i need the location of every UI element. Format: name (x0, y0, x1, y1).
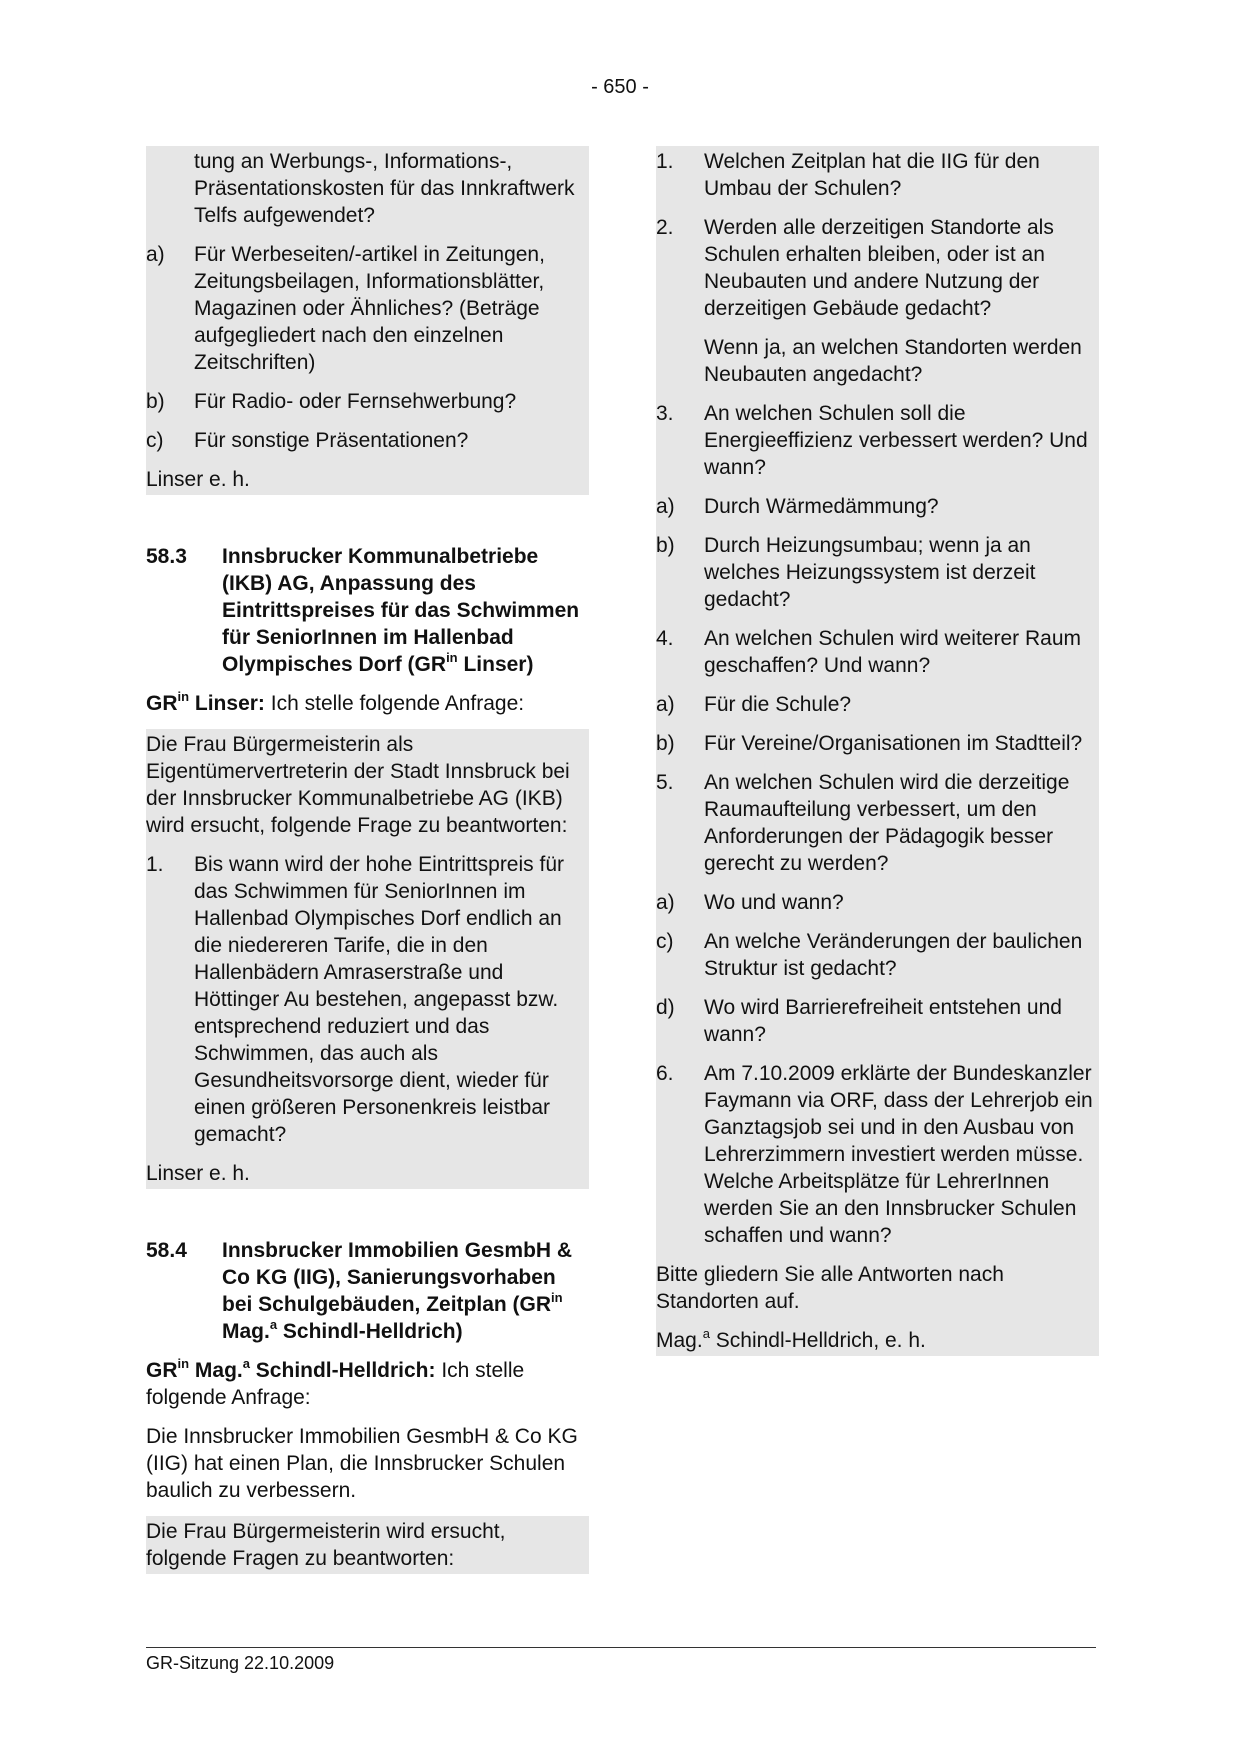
signature-part: Mag. (656, 1329, 703, 1352)
item-label: 3. (656, 402, 674, 425)
speaker-name: Mag. (189, 1359, 243, 1382)
section-title (222, 543, 589, 678)
signature: Linser e. h. (146, 1162, 250, 1185)
item-label: c) (656, 930, 674, 953)
list-item (656, 730, 1099, 757)
intro-text: Die Frau Bürgermeisterin als Eigentümervertreterin der Stadt Innsbruck bei der Innsbrucker Kommunalbetriebe AG (IKB) wird ersucht, folgende Frage zu beantworten: (146, 733, 570, 837)
speaker-text: Ich stelle folgende Anfrage: (264, 692, 525, 715)
speaker-sup: in (177, 689, 190, 704)
continued-text: tung an Werbungs-, Informations-, Präsentationskosten für das Innkraftwerk Telfs aufgewendet? (194, 150, 575, 227)
title-part: Schindl-Helldrich) (277, 1320, 463, 1343)
item-subtext: Wenn ja, an welchen Standorten werden Neubauten angedacht? (704, 336, 1082, 386)
signature: Linser e. h. (146, 468, 250, 491)
item-text: Durch Wärmedämmung? (704, 495, 939, 518)
item-text: Durch Heizungsumbau; wenn ja an welches Heizungssystem ist derzeit gedacht? (704, 534, 1036, 611)
item-label: a) (146, 243, 165, 266)
list-item (656, 1060, 1099, 1249)
speaker-sup: in (177, 1356, 190, 1371)
speaker-sup: a (242, 1356, 250, 1371)
list-item (146, 241, 589, 376)
section-heading-58-3 (146, 543, 589, 678)
item-label: 5. (656, 771, 674, 794)
item-label: c) (146, 429, 164, 452)
item-text: Für Vereine/Organisationen im Stadtteil? (704, 732, 1083, 755)
list-item (146, 427, 589, 454)
title-sup: in (446, 650, 458, 665)
paragraph: Die Frau Bürgermeisterin wird ersucht, folgende Fragen zu beantworten: (146, 1520, 506, 1570)
item-label: 6. (656, 1062, 674, 1085)
section-number: 58.4 (146, 1239, 187, 1262)
list-item (656, 532, 1099, 613)
speaker-line (146, 1357, 589, 1411)
question-block-58-4-start (146, 1516, 589, 1574)
title-part: Innsbrucker Kommunalbetriebe (IKB) AG, Anpassung des Eintrittspreises für das Schwimmen für SeniorInnen im Hallenbad Olympisches Dorf (GR (222, 545, 580, 676)
footer-divider (146, 1647, 1096, 1648)
question-block-58-4-cont (656, 146, 1099, 1356)
item-label: b) (146, 390, 165, 413)
item-text: Für die Schule? (704, 693, 852, 716)
item-label: a) (656, 891, 675, 914)
continued-question-block (146, 146, 589, 495)
speaker-text: Ich stelle folgende Anfrage: (146, 1359, 525, 1409)
list-item (656, 889, 1099, 916)
list-item (656, 994, 1099, 1048)
item-text: An welchen Schulen soll die Energieeffizienz verbessert werden? Und wann? (704, 402, 1088, 479)
item-text: Für sonstige Präsentationen? (194, 429, 469, 452)
closing-text: Bitte gliedern Sie alle Antworten nach Standorten auf. (656, 1263, 1004, 1313)
section-heading-58-4 (146, 1237, 589, 1345)
list-item (656, 148, 1099, 202)
list-item (656, 493, 1099, 520)
item-text: An welche Veränderungen der baulichen Struktur ist gedacht? (704, 930, 1083, 980)
question-block-58-3 (146, 729, 589, 1189)
title-part: Mag. (222, 1320, 270, 1343)
list-item (656, 769, 1099, 877)
item-text: Am 7.10.2009 erklärte der Bundeskanzler Faymann via ORF, dass der Lehrerjob ein Ganztagsjob sei und in den Ausbau von Lehrerzimmern investiert werden müsse. Welche Arbeitsplätze für LehrerInnen werden Sie an den Innsbrucker Schulen schaffen und wann? (704, 1062, 1093, 1247)
signature (656, 1327, 1099, 1354)
title-part: Innsbrucker Immobilien GesmbH & Co KG (IIG), Sanierungsvorhaben bei Schulgebäuden, Zeitplan (GR (222, 1239, 573, 1316)
item-text: Bis wann wird der hohe Eintrittspreis für das Schwimmen für SeniorInnen im Hallenbad Olympisches Dorf endlich an die niedereren Tarife, die in den Hallenbädern Amraserstraße und Höttinger Au bestehen, angepasst bzw. entsprechend reduziert und das Schwimmen, das auch als Gesundheitsvorsorge dient, wieder für einen größeren Personenkreis leistbar gemacht? (194, 853, 564, 1146)
item-label: 2. (656, 216, 674, 239)
speaker-name: Schindl-Helldrich: (249, 1359, 436, 1382)
speaker-name: GR (146, 1359, 178, 1382)
item-label: 1. (656, 150, 674, 173)
speaker-name: Linser: (189, 692, 265, 715)
list-item (146, 851, 589, 1148)
left-column (146, 146, 589, 1574)
list-item (656, 400, 1099, 481)
title-part: Linser) (457, 653, 534, 676)
list-item (656, 625, 1099, 679)
list-item (656, 214, 1099, 322)
item-text: Werden alle derzeitigen Standorte als Schulen erhalten bleiben, oder ist an Neubauten und andere Nutzung der derzeitigen Gebäude gedacht? (704, 216, 1054, 320)
list-item (656, 928, 1099, 982)
speaker-name: GR (146, 692, 178, 715)
item-label: b) (656, 534, 675, 557)
section-number: 58.3 (146, 545, 187, 568)
section-title (222, 1237, 589, 1345)
list-item (656, 691, 1099, 718)
item-label: 1. (146, 853, 164, 876)
title-sup: in (551, 1290, 563, 1305)
list-item (146, 388, 589, 415)
paragraph: Die Innsbrucker Immobilien GesmbH & Co KG (IIG) hat einen Plan, die Innsbrucker Schulen baulich zu verbessern. (146, 1425, 578, 1502)
item-label: 4. (656, 627, 674, 650)
speaker-line (146, 690, 589, 717)
item-text: Wo und wann? (704, 891, 844, 914)
item-text: Für Radio- oder Fernsehwerbung? (194, 390, 517, 413)
item-text: An welchen Schulen wird die derzeitige Raumaufteilung verbessert, um den Anforderungen der Pädagogik besser gerecht zu werden? (704, 771, 1070, 875)
footer-text: GR-Sitzung 22.10.2009 (146, 1653, 335, 1673)
item-label: d) (656, 996, 675, 1019)
item-text: Für Werbeseiten/-artikel in Zeitungen, Zeitungsbeilagen, Informationsblätter, Magazinen oder Ähnliches? (Beträge aufgegliedert nach den einzelnen Zeitschriften) (194, 243, 545, 374)
item-text: An welchen Schulen wird weiterer Raum geschaffen? Und wann? (704, 627, 1082, 677)
item-label: b) (656, 732, 675, 755)
item-text: Welchen Zeitplan hat die IIG für den Umbau der Schulen? (704, 150, 1040, 200)
signature-part: Schindl-Helldrich, e. h. (709, 1329, 926, 1352)
item-text: Wo wird Barrierefreiheit entstehen und wann? (704, 996, 1062, 1046)
item-label: a) (656, 693, 675, 716)
title-sup: a (269, 1317, 278, 1332)
right-column (656, 146, 1099, 1356)
page-number: - 650 - (591, 76, 649, 98)
signature-sup: a (702, 1326, 710, 1341)
item-label: a) (656, 495, 675, 518)
